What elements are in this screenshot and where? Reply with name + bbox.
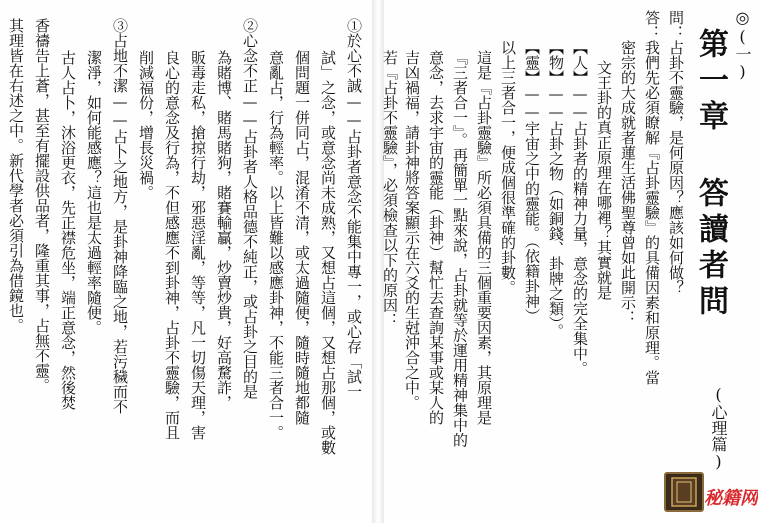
right-line-13: 若『占卦不靈驗』，必須檢查以下的原因： (381, 50, 399, 328)
right-line-8: 以上三者合一，便成個很準確的卦數。 (499, 40, 517, 295)
right-line-4: 文王卦的真正原理在哪裡？其實就是 (595, 60, 613, 300)
left-line-6: 為賭博、賭馬賭狗，賭賽輸贏，炒賣炒貴，好高騖詐， (215, 50, 233, 410)
right-line-5: 【人】——占卦者的精神力量，意念的完全集中。 (571, 40, 589, 376)
right-line-12: 吉凶禍福，請卦神將答案顯示在六爻的生尅沖合之中。 (403, 50, 421, 410)
book-stamp-icon (666, 474, 702, 510)
right-line-6: 【物】——占卦之物（如銅錢、卦牌之類）。 (547, 40, 565, 339)
right-line-7: 【靈】——宇宙之中的靈能。（依籍卦神） (523, 40, 541, 324)
chapter-subtitle: (心理篇) (709, 385, 728, 471)
left-line-5: ②心念不正——占卦者人格品德不純正，或占卦之目的是 (241, 18, 259, 399)
right-line-1: 問：占卦不靈驗，是何原因？應該如何做？ (667, 10, 685, 295)
left-line-13: 香禱告上蒼，甚至有擺設供品者，隆重其事，占無不靈。 (33, 18, 51, 393)
left-line-10: ③占地不潔——占卜之地方，是卦神降臨之地，若污穢而不 (111, 18, 129, 414)
left-line-11: 潔淨，如何能感應？這也是太過輕率隨便。 (85, 50, 103, 335)
left-line-1: ①於心不誠——占卦者意念不能集中專一，或心存「試一 (345, 18, 363, 399)
right-line-9: 這是『占卦靈驗』所必須具備的三個重要因素，其原理是 (475, 50, 493, 425)
right-page (381, 0, 758, 523)
left-line-3: 個問題一併同占，混淆不清，或太過隨便，隨時隨地都隨 (293, 50, 311, 425)
right-line-2: 答：我們先必須瞭解『占卦靈驗』的具備因素和原理。當 (643, 10, 661, 385)
right-line-11: 意念，去求宇宙的靈能（卦神）幫忙去查詢某事或某人的 (427, 50, 445, 425)
left-line-14: 其理皆在右述之中。新代學者必須引為借鏡也。 (7, 18, 25, 333)
right-line-10: 『三者合一』。再簡單一點來說，占卦就等於運用精神集中的 (451, 50, 469, 448)
left-line-12: 古人占卜，沐浴更衣，先正襟危坐，端正意念，然後焚 (59, 50, 77, 410)
chapter-title: 第一章 答讀者問 (693, 28, 728, 321)
site-watermark (664, 470, 756, 518)
left-line-4: 意亂占，行為輕率。以上皆難以感應卦神，不能三者合一。 (267, 50, 285, 440)
right-line-3: 密宗的大成就者蓮生活佛聖尊曾如此開示： (619, 40, 637, 325)
question-marker: ◎(一) (733, 8, 752, 81)
left-line-2: 試」之念，或意念尚未成熟，又想占這個，又想占那個，或數 (319, 50, 337, 455)
left-line-7: 販毒走私，搶掠行劫，邪惡淫亂，等等，凡一切傷天理，害 (189, 50, 207, 440)
left-line-9: 削減福份，增長災禍。 (137, 50, 155, 200)
left-line-8: 良心的意念及行為，不但感應不到卦神，占卦不靈驗，而且 (163, 50, 181, 440)
watermark-text: 秘籍网 (704, 488, 758, 509)
left-page (0, 0, 372, 523)
watermark-stamp-icon (664, 472, 704, 512)
